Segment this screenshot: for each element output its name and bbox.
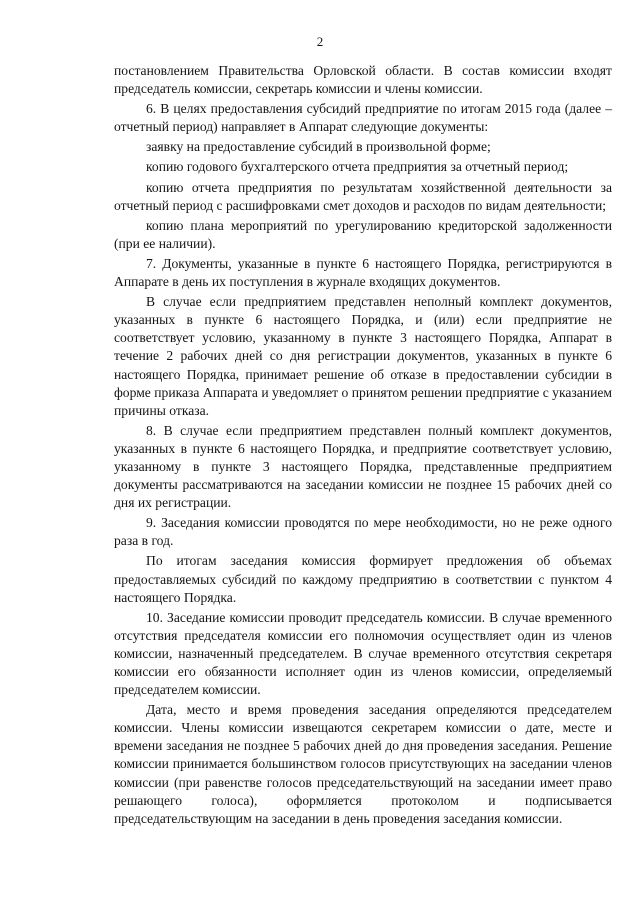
document-list-item-activity-report: копию отчета предприятия по результатам хозяйственной деятельности за отчетный период с расшифровками смет доходов и расходов по видам деятельности;	[114, 179, 612, 213]
paragraph-proposals: По итогам заседания комиссия формирует предложения об объемах предоставляемых субсидий по каждому предприятию в соответствии с пунктом 4 настоящего Порядка.	[114, 553, 612, 605]
paragraph-refusal: В случае если предприятием представлен неполный комплект документов, указанных в пункте 6 настоящего Порядка, и (или) если предприятие не соответствует условию, указанному в пункте 3 настоящего Порядка, Аппарат в течение 2 рабочих дней со дня регистрации документов, указанных в пункте 6 настоящего Порядка, принимает решение об отказе в предоставлении субсидии в форме приказа Аппарата и уведомляет о принятом решении предприятие с указанием причины отказа.	[114, 294, 612, 418]
paragraph-item-8: 8. В случае если предприятием представлен полный комплект документов, указанных в пункте 6 настоящего Порядка, и предприятие соответствует условию, указанному в пункте 3 настоящего Порядка, представленные предприятием документы рассматриваются на заседании комиссии не позднее 15 рабочих дней со дня их регистрации.	[114, 422, 612, 511]
paragraph-continuation: постановлением Правительства Орловской области. В состав комиссии входят председатель комиссии, секретарь комиссии и члены комиссии.	[114, 63, 612, 97]
paragraph-item-6: 6. В целях предоставления субсидий предприятие по итогам 2015 года (далее – отчетный период) направляет в Аппарат следующие документы:	[114, 101, 612, 135]
paragraph-item-9: 9. Заседания комиссии проводятся по мере необходимости, но не реже одного раза в год.	[114, 515, 612, 549]
document-list-item-debt-plan: копию плана мероприятий по урегулированию кредиторской задолженности (при ее наличии).	[114, 217, 612, 251]
paragraph-item-10: 10. Заседание комиссии проводит председатель комиссии. В случае временного отсутствия председателя комиссии его полномочия осуществляет один из членов комиссии, назначенный председателем. В случае временного отсутствия секретаря комиссии его обязанности исполняет один из членов комиссии, определяемый председателем комиссии.	[114, 609, 612, 698]
page-number: 2	[316, 34, 324, 49]
paragraph-meeting-procedure: Дата, место и время проведения заседания определяются председателем комиссии. Члены комиссии извещаются секретарем комиссии о дате, месте и времени заседания не позднее 5 рабочих дней до дня проведения заседания. Решение комиссии принимается большинством голосов присутствующих на заседании членов комиссии (при равенстве голосов председательствующий на заседании имеет право решающего голоса), оформляется протоколом и подписывается председательствующим на заседании в день проведения заседания комиссии.	[114, 702, 612, 826]
document-list-item-annual-report: копию годового бухгалтерского отчета предприятия за отчетный период;	[146, 159, 569, 175]
document-body	[114, 62, 612, 828]
paragraph-item-7: 7. Документы, указанные в пункте 6 настоящего Порядка, регистрируются в Аппарате в день их поступления в журнале входящих документов.	[114, 255, 612, 290]
document-list-item-application: заявку на предоставление субсидий в произвольной форме;	[146, 139, 491, 155]
